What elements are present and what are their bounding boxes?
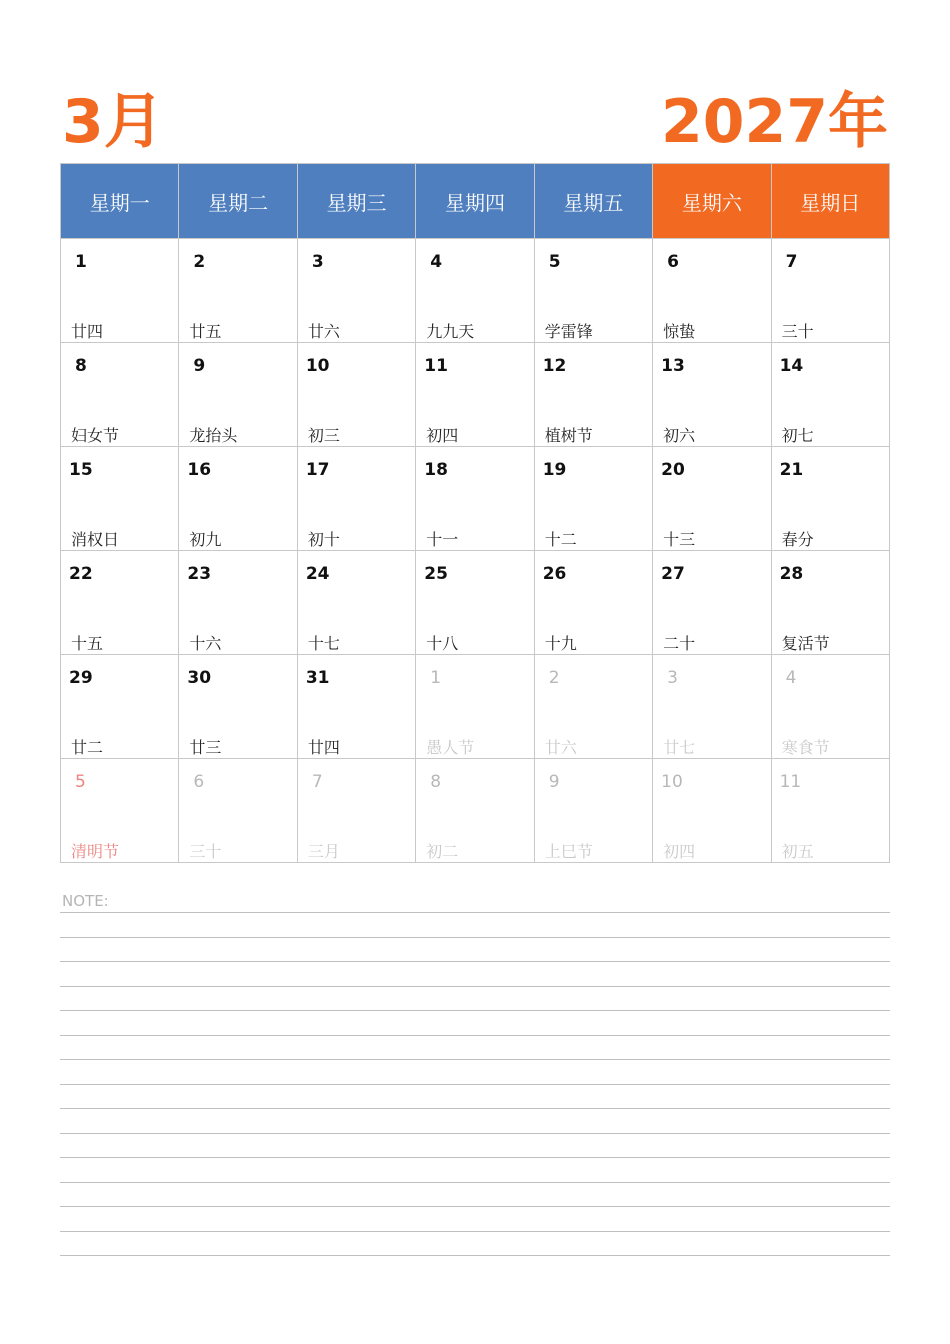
day-number: 2 — [548, 668, 560, 688]
day-cell[interactable] — [61, 239, 179, 343]
day-number: 6 — [193, 772, 205, 792]
note-line — [60, 1059, 890, 1060]
lunar-label: 十七 — [307, 634, 340, 653]
lunar-label: 春分 — [781, 530, 814, 549]
lunar-label: 廿六 — [307, 322, 340, 341]
lunar-label: 清明节 — [71, 842, 120, 861]
note-line — [60, 912, 890, 913]
lunar-label: 消权日 — [71, 530, 120, 549]
day-cell[interactable] — [416, 239, 534, 343]
day-number: 11 — [424, 356, 448, 376]
day-number: 18 — [424, 460, 448, 480]
day-number: 27 — [661, 564, 685, 584]
day-number: 7 — [785, 252, 798, 272]
day-number: 19 — [542, 460, 567, 480]
day-cell[interactable] — [179, 551, 297, 655]
lunar-label: 廿五 — [189, 322, 222, 341]
lunar-label: 初九 — [189, 530, 222, 549]
lunar-label: 妇女节 — [71, 426, 120, 445]
lunar-label: 十六 — [189, 634, 222, 653]
day-number: 3 — [311, 252, 324, 272]
day-number: 14 — [779, 356, 804, 376]
day-number: 3 — [667, 668, 678, 688]
day-cell[interactable] — [772, 343, 890, 447]
day-cell[interactable] — [61, 551, 179, 655]
weekday-header-thu: 星期四 — [416, 164, 534, 239]
note-line — [60, 1182, 890, 1183]
day-cell[interactable] — [416, 551, 534, 655]
lunar-label: 植树节 — [544, 426, 593, 445]
lunar-label: 三月 — [307, 842, 340, 861]
day-cell[interactable] — [653, 551, 771, 655]
note-line — [60, 961, 890, 962]
day-number: 16 — [187, 460, 212, 480]
month-title: 3月 — [62, 87, 164, 157]
lunar-label: 九九天 — [426, 322, 475, 341]
day-cell[interactable] — [298, 447, 416, 551]
next-month-day-cell[interactable] — [653, 759, 771, 863]
day-number: 11 — [779, 772, 802, 792]
day-number: 6 — [667, 252, 679, 272]
day-cell[interactable] — [298, 239, 416, 343]
day-number: 21 — [779, 460, 804, 480]
weekday-header-wed: 星期三 — [298, 164, 416, 239]
weekday-header-fri: 星期五 — [535, 164, 653, 239]
day-number: 17 — [305, 460, 330, 480]
day-number: 26 — [542, 564, 567, 584]
day-cell[interactable] — [61, 343, 179, 447]
note-line — [60, 1157, 890, 1158]
day-cell[interactable] — [535, 551, 653, 655]
day-number: 7 — [311, 772, 323, 792]
year-title: 2027年 — [661, 87, 888, 157]
lunar-label: 学雷锋 — [544, 322, 593, 341]
lunar-label: 初七 — [781, 426, 814, 445]
day-number: 10 — [305, 356, 330, 376]
next-month-day-cell[interactable] — [298, 759, 416, 863]
next-month-day-cell[interactable] — [653, 655, 771, 759]
lunar-label: 初六 — [663, 426, 696, 445]
next-month-day-cell[interactable] — [535, 655, 653, 759]
day-cell[interactable] — [179, 239, 297, 343]
day-number: 29 — [69, 668, 93, 688]
lunar-label: 廿四 — [71, 322, 104, 341]
note-label: NOTE: — [62, 892, 109, 910]
lunar-label: 愚人节 — [426, 738, 475, 757]
next-month-day-cell[interactable] — [535, 759, 653, 863]
weekday-header-sun: 星期日 — [772, 164, 890, 239]
day-cell[interactable] — [772, 239, 890, 343]
day-cell[interactable] — [535, 447, 653, 551]
day-number: 4 — [785, 668, 797, 688]
day-cell[interactable] — [535, 239, 653, 343]
lunar-label: 廿六 — [544, 738, 577, 757]
lunar-label: 二十 — [663, 634, 696, 653]
note-line — [60, 1133, 890, 1134]
day-number: 1 — [75, 252, 87, 272]
lunar-label: 十九 — [544, 634, 577, 653]
lunar-label: 十二 — [544, 530, 577, 549]
lunar-label: 十八 — [426, 634, 459, 653]
next-month-day-cell[interactable] — [772, 655, 890, 759]
day-number: 20 — [661, 460, 685, 480]
day-number: 15 — [69, 460, 93, 480]
day-cell[interactable] — [772, 447, 890, 551]
day-number: 8 — [430, 772, 442, 792]
note-line — [60, 1206, 890, 1207]
lunar-label: 初十 — [307, 530, 340, 549]
day-number: 5 — [548, 252, 561, 272]
day-number: 28 — [779, 564, 804, 584]
lunar-label: 十五 — [71, 634, 104, 653]
lunar-label: 龙抬头 — [189, 426, 238, 445]
day-number: 1 — [430, 668, 442, 688]
day-number: 13 — [661, 356, 685, 376]
day-cell[interactable] — [653, 239, 771, 343]
day-number: 4 — [430, 252, 443, 272]
day-cell[interactable] — [179, 343, 297, 447]
day-number: 10 — [661, 772, 683, 792]
next-month-holiday-cell[interactable] — [61, 759, 179, 863]
weekday-header-tue: 星期二 — [179, 164, 297, 239]
day-cell[interactable] — [772, 551, 890, 655]
lunar-label: 廿七 — [663, 738, 696, 757]
day-cell[interactable] — [416, 447, 534, 551]
day-cell[interactable] — [653, 343, 771, 447]
lunar-label: 初五 — [781, 842, 814, 861]
day-cell[interactable] — [298, 551, 416, 655]
lunar-label: 十三 — [663, 530, 696, 549]
calendar-grid — [60, 163, 890, 863]
lunar-label: 十一 — [426, 530, 459, 549]
note-line — [60, 1108, 890, 1109]
day-cell[interactable] — [535, 343, 653, 447]
day-cell[interactable] — [179, 655, 297, 759]
day-cell[interactable] — [653, 447, 771, 551]
day-number: 25 — [424, 564, 448, 584]
note-line — [60, 1084, 890, 1085]
next-month-day-cell[interactable] — [772, 759, 890, 863]
lunar-label: 廿四 — [307, 738, 340, 757]
day-cell[interactable] — [61, 655, 179, 759]
lunar-label: 初四 — [426, 426, 459, 445]
lunar-label: 廿三 — [189, 738, 222, 757]
day-cell[interactable] — [298, 343, 416, 447]
lunar-label: 初三 — [307, 426, 340, 445]
day-number: 5 — [75, 772, 86, 792]
note-line — [60, 1255, 890, 1256]
lunar-label: 惊蛰 — [663, 322, 696, 341]
day-number: 8 — [75, 356, 87, 376]
weekday-header-sat: 星期六 — [653, 164, 771, 239]
lunar-label: 初二 — [426, 842, 459, 861]
lunar-label: 三十 — [189, 842, 222, 861]
note-line — [60, 937, 890, 938]
day-number: 2 — [193, 252, 206, 272]
day-number: 22 — [69, 564, 93, 584]
next-month-day-cell[interactable] — [416, 759, 534, 863]
day-number: 23 — [187, 564, 212, 584]
lunar-label: 寒食节 — [781, 738, 830, 757]
day-number: 12 — [542, 356, 567, 376]
note-line — [60, 1010, 890, 1011]
lunar-label: 复活节 — [781, 634, 830, 653]
day-cell[interactable] — [179, 447, 297, 551]
day-number: 24 — [305, 564, 330, 584]
day-number: 9 — [193, 356, 206, 376]
next-month-day-cell[interactable] — [416, 655, 534, 759]
day-number: 31 — [305, 668, 330, 688]
note-line — [60, 986, 890, 987]
lunar-label: 廿二 — [71, 738, 104, 757]
note-line — [60, 1231, 890, 1232]
day-cell[interactable] — [298, 655, 416, 759]
lunar-label: 上巳节 — [544, 842, 593, 861]
day-number: 30 — [187, 668, 212, 688]
note-lines[interactable] — [60, 912, 890, 1280]
day-cell[interactable] — [416, 343, 534, 447]
next-month-day-cell[interactable] — [179, 759, 297, 863]
day-number: 9 — [548, 772, 560, 792]
note-line — [60, 1035, 890, 1036]
lunar-label: 三十 — [781, 322, 814, 341]
lunar-label: 初四 — [663, 842, 696, 861]
day-cell[interactable] — [61, 447, 179, 551]
weekday-header-mon: 星期一 — [61, 164, 179, 239]
